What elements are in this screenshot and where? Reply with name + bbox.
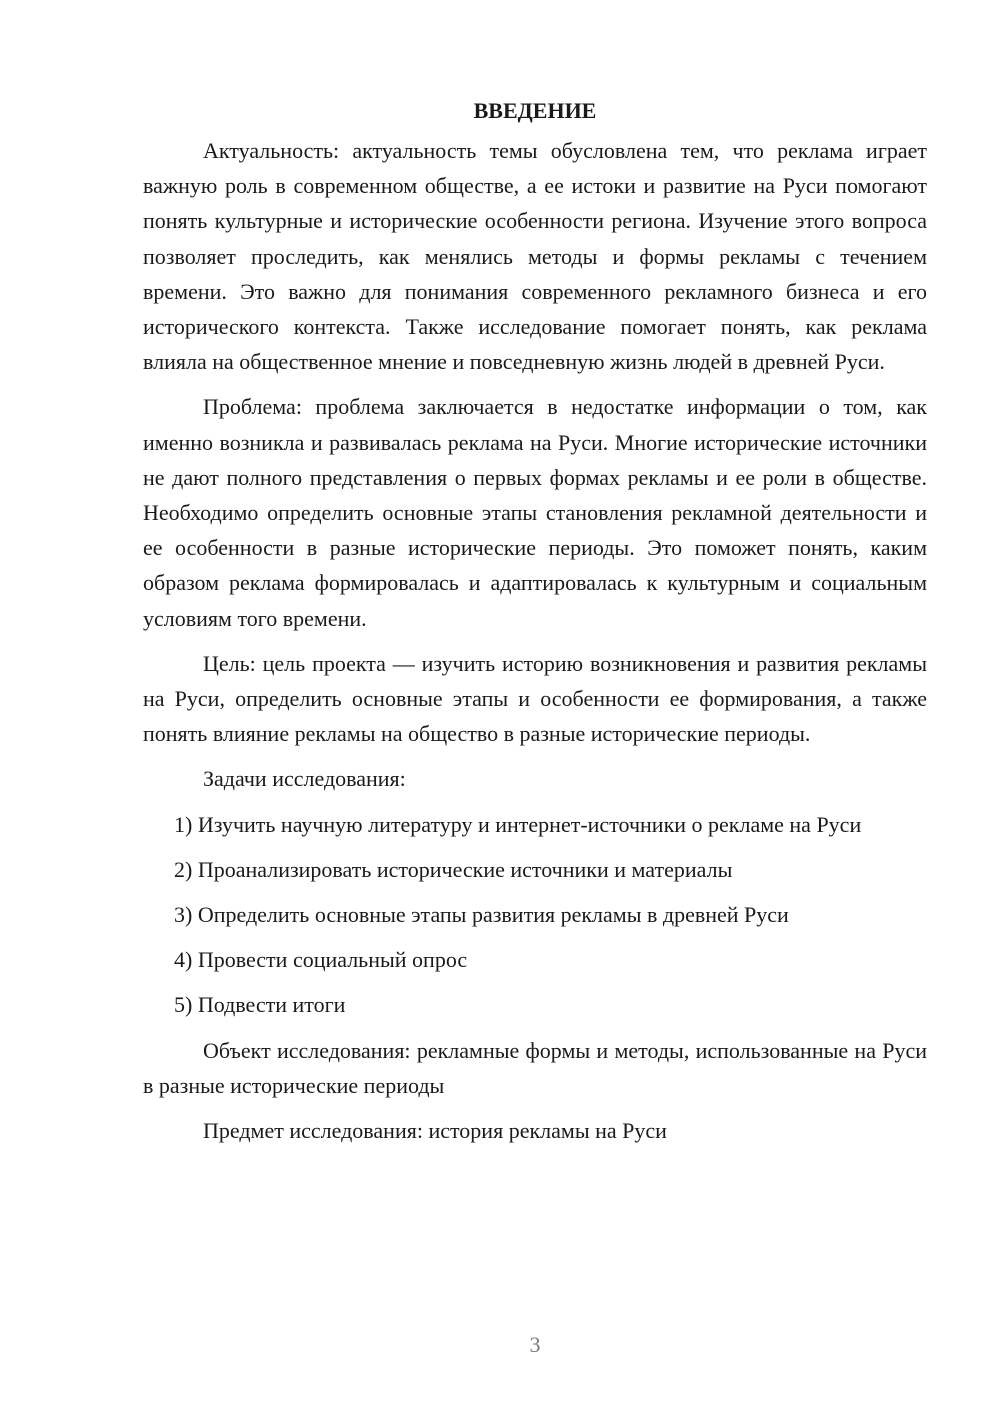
page-number: 3	[529, 1332, 541, 1357]
tasks-title: Задачи исследования:	[203, 766, 406, 792]
task-item-2: 2) Проанализировать исторические источники и материалы	[174, 856, 733, 882]
task-item-3: 3) Определить основные этапы развития рекламы в древней Руси	[174, 902, 789, 928]
document-heading: ВВЕДЕНИЕ	[473, 98, 597, 123]
goal-paragraph: Цель: цель проекта — изучить историю возникновения и развития рекламы на Руси, определить основные этапы и особенности ее формирования, а также понять влияние рекламы на общество в разные исторические периоды.	[143, 650, 927, 747]
task-item-1: 1) Изучить научную литературу и интернет-источники о рекламе на Руси	[174, 811, 862, 837]
problem-paragraph: Проблема: проблема заключается в недостатке информации о том, как именно возникла и развивалась реклама на Руси. Многие исторические источники не дают полного представления о первых формах рекламы и ее роли в обществе. Необходимо определить основные этапы становления рекламной деятельности и ее особенности в разные исторические периоды. Это поможет понять, каким образом реклама формировалась и адаптировалась к культурным и социальным условиям того времени.	[143, 394, 927, 631]
relevance-paragraph: Актуальность: актуальность темы обусловлена тем, что реклама играет важную роль в современном обществе, а ее истоки и развитие на Руси помогают понять культурные и исторические особенности региона. Изучение этого вопроса позволяет проследить, как менялись методы и формы рекламы с течением времени. Это важно для понимания современного рекламного бизнеса и его исторического контекста. Также исследование помогает понять, как реклама влияла на общественное мнение и повседневную жизнь людей в древней Руси.	[143, 138, 927, 375]
task-item-4: 4) Провести социальный опрос	[174, 947, 468, 973]
task-item-5: 5) Подвести итоги	[174, 992, 346, 1018]
research-subject-paragraph: Предмет исследования: история рекламы на Руси	[203, 1118, 667, 1144]
research-object-paragraph: Объект исследования: рекламные формы и методы, использованные на Руси в разные исторические периоды	[143, 1037, 927, 1098]
document-page	[143, 93, 927, 1158]
